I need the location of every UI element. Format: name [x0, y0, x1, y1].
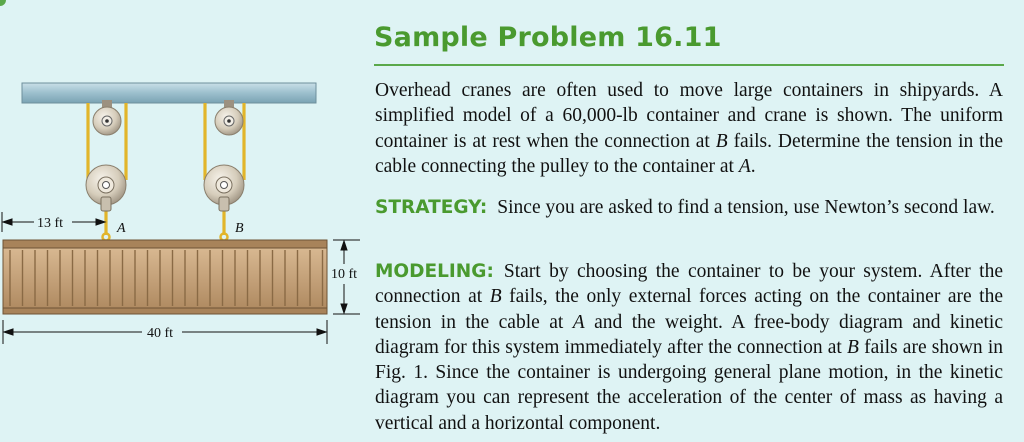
modeling-section: MODELING: Start by choosing the container to be your system. After the connection at B fails, the only external forces acting on the container are the tension in the cable at A and the weight. A free-body diagram and kinetic diagram for this system immediately after the connection at B fails are shown in Fig. 1. Since the container is undergoing general plane motion, in the kinetic diagram you can represent the acceleration of the center of mass as having a vertical and a horizontal component.: [375, 261, 1004, 434]
strategy-text: Since you are asked to find a tension, use Newton’s second law.: [497, 197, 995, 218]
top-pulley-left: [93, 100, 121, 135]
page-title: Sample Problem 16.11: [374, 22, 722, 53]
strategy-section: [375, 195, 1003, 220]
overhead-beam: [22, 83, 316, 103]
dim-40ft-label: 40 ft: [147, 326, 174, 341]
problem-statement: Overhead cranes are often used to move large containers in shipyards. A simplified model of a 60,000-lb container and crane is shown. The uniform container is at rest when the connection at B fails. Determine the tension in the cable connecting the pulley to the container at A.: [375, 80, 1003, 177]
title-rule: [374, 64, 1004, 66]
modeling-heading: MODELING:: [375, 261, 494, 282]
strategy-heading: STRATEGY:: [375, 197, 488, 218]
label-a: A: [117, 221, 126, 236]
container: [3, 240, 327, 314]
label-b: B: [235, 221, 244, 236]
dim-10ft-label: 10 ft: [331, 267, 358, 282]
top-pulley-right: [215, 100, 243, 135]
var-b: B: [715, 130, 728, 152]
var-a: A: [738, 155, 751, 177]
dim-13ft-label: 13 ft: [37, 216, 64, 231]
crane-figure: [0, 0, 360, 442]
